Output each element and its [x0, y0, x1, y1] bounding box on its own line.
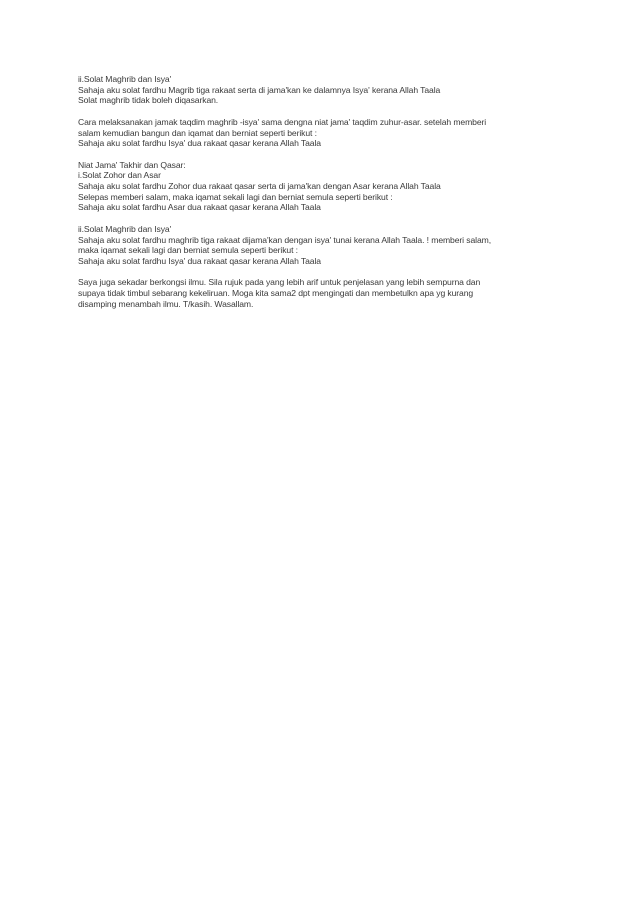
paragraph-maghrib-isya-taqdim [78, 74, 578, 106]
text-line: ii.Solat Maghrib dan Isya' [78, 74, 172, 84]
text-line: Solat maghrib tidak boleh diqasarkan. [78, 95, 219, 106]
text-line: Sahaja aku solat fardhu Magrib tiga rakaat serta di jama'kan ke dalamnya Isya' kerana Allah Taala [78, 84, 441, 95]
text-line: Sahaja aku solat fardhu Isya' dua rakaat qasar kerana Allah Taala [78, 255, 321, 266]
paragraph-closing-note [78, 277, 578, 309]
paragraph-cara-melaksanakan [78, 117, 578, 149]
text-line: supaya tidak timbul sebarang kekeliruan. Moga kita sama2 dpt mengingati dan membetulkn apa yg kurang [78, 288, 474, 298]
text-line: ii.Solat Maghrib dan Isya' [78, 223, 172, 234]
section-heading: Niat Jama' Takhir dan Qasar: [78, 159, 186, 170]
text-line: Cara melaksanakan jamak taqdim maghrib -isya' sama dengna niat jama' taqdim zuhur-asar. setelah memberi [78, 116, 487, 127]
text-line: maka iqamat sekali lagi dan berniat semula seperti berikut : [78, 245, 298, 256]
text-line: Saya juga sekadar berkongsi ilmu. Sila rujuk pada yang lebih arif untuk penjelasan yang lebih sempurna dan [78, 277, 481, 288]
text-line: salam kemudian bangun dan iqamat dan berniat seperti berikut : [78, 127, 317, 138]
document-body [78, 74, 578, 320]
text-line: disamping menambah ilmu. T/kasih. Wasallam. [78, 298, 254, 309]
paragraph-jama-takhir-maghrib-isya [78, 224, 578, 267]
text-line: Selepas memberi salam, maka iqamat sekali lagi dan berniat semula seperti berikut : [78, 191, 393, 202]
text-line: Sahaja aku solat fardhu maghrib tiga rakaat dijama'kan dengan isya' tunai kerana Allah Taala. ! memberi salam, [78, 234, 491, 245]
text-line: Sahaja aku solat fardhu Isya' dua rakaat qasar kerana Allah Taala [78, 138, 321, 149]
text-line: i.Solat Zohor dan Asar [78, 170, 161, 181]
text-line: Sahaja aku solat fardhu Zohor dua rakaat qasar serta di jama'kan dengan Asar kerana Allah Taala [78, 181, 441, 191]
text-line: Sahaja aku solat fardhu Asar dua rakaat qasar kerana Allah Taala [78, 202, 321, 213]
paragraph-jama-takhir-zohor-asar [78, 160, 578, 214]
